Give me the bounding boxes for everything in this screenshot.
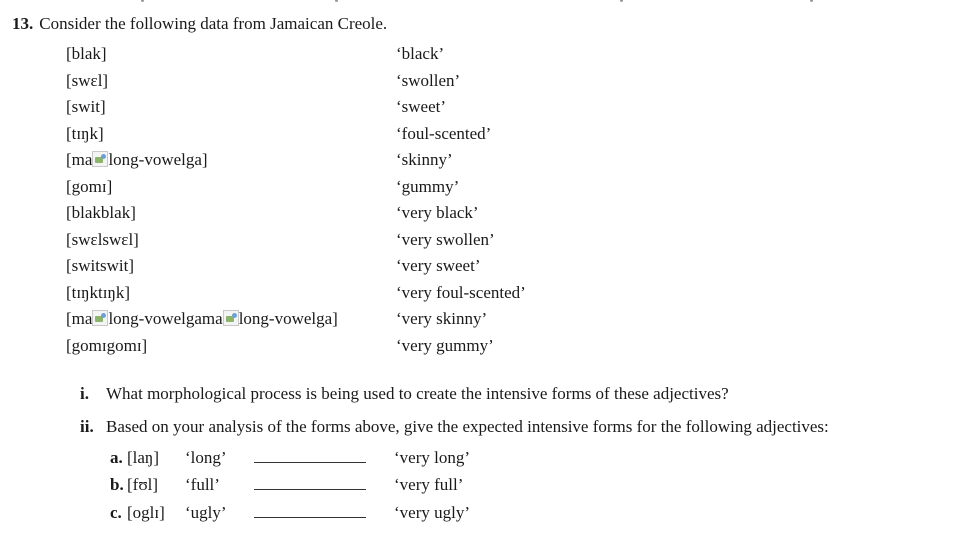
answer-gloss: ‘long’ xyxy=(185,447,227,467)
form-part: ga] xyxy=(185,150,208,170)
broken-image-icon xyxy=(92,151,108,167)
data-form xyxy=(66,306,396,333)
answer-letter: a. xyxy=(110,447,123,467)
sub-question-marker: ii. xyxy=(80,417,94,436)
answer-blank[interactable] xyxy=(254,472,394,500)
answer-gloss: ‘full’ xyxy=(185,475,220,495)
data-gloss: ‘very gummy’ xyxy=(396,335,494,355)
answer-ipa: [oglɪ] xyxy=(127,502,165,522)
form-part: [ma xyxy=(66,150,93,170)
answer-blank-line[interactable] xyxy=(254,448,366,463)
answer-row xyxy=(110,499,470,527)
data-gloss: ‘very swollen’ xyxy=(396,229,495,249)
answer-row xyxy=(110,472,470,500)
data-gloss: ‘foul-scented’ xyxy=(396,123,492,143)
form-part: gama xyxy=(185,309,223,329)
data-form xyxy=(66,147,396,174)
data-row xyxy=(66,121,526,148)
data-gloss: ‘very foul-scented’ xyxy=(396,282,526,302)
data-form: [swit] xyxy=(66,97,106,117)
sub-question-marker: i. xyxy=(80,384,89,403)
data-gloss: ‘very black’ xyxy=(396,203,479,223)
data-form: [blak] xyxy=(66,44,107,64)
answer-blank-line[interactable] xyxy=(254,503,366,518)
data-row xyxy=(66,174,526,201)
answer-letter: c. xyxy=(110,502,122,522)
form-part: ga] xyxy=(316,309,338,329)
data-form: [tɪŋk] xyxy=(66,123,104,143)
question-prompt: Consider the following data from Jamaican Creole. xyxy=(39,14,388,33)
data-gloss: ‘skinny’ xyxy=(396,150,453,170)
answer-intensive-gloss: ‘very full’ xyxy=(394,475,464,495)
answer-table xyxy=(110,444,470,527)
data-row xyxy=(66,147,526,174)
data-row xyxy=(66,333,526,360)
data-form: [switswit] xyxy=(66,256,134,276)
data-row xyxy=(66,41,526,68)
question-number: 13. xyxy=(12,14,34,33)
sub-question-i xyxy=(80,383,729,405)
broken-image-icon xyxy=(223,310,239,326)
data-form: [swɛl] xyxy=(66,70,109,90)
data-row xyxy=(66,227,526,254)
sub-question-text: What morphological process is being used to create the intensive forms of these adjectives? xyxy=(106,384,729,403)
data-gloss: ‘black’ xyxy=(396,44,445,64)
data-table xyxy=(66,41,526,359)
image-alt-text: long-vowel xyxy=(108,309,186,329)
answer-letter: b. xyxy=(110,475,124,495)
answer-blank-line[interactable] xyxy=(254,475,366,490)
answer-ipa: [fʊl] xyxy=(127,475,159,495)
broken-image-icon xyxy=(92,310,108,326)
answer-blank[interactable] xyxy=(254,499,394,527)
data-row xyxy=(66,68,526,95)
question-header xyxy=(12,13,387,35)
data-row xyxy=(66,200,526,227)
answer-row xyxy=(110,444,470,472)
image-alt-text: long-vowel xyxy=(108,150,186,170)
answer-blank[interactable] xyxy=(254,444,394,472)
data-form: [tɪŋktɪŋk] xyxy=(66,282,131,302)
data-row xyxy=(66,280,526,307)
sub-question-text: Based on your analysis of the forms above, give the expected intensive forms for the following adjectives: xyxy=(106,417,829,436)
data-form: [gomɪgomɪ] xyxy=(66,335,148,355)
data-gloss: ‘gummy’ xyxy=(396,176,460,196)
previous-page-edge xyxy=(0,0,967,3)
data-row xyxy=(66,306,526,333)
answer-intensive-gloss: ‘very long’ xyxy=(394,447,471,467)
sub-question-ii xyxy=(80,416,829,438)
data-row xyxy=(66,94,526,121)
data-gloss: ‘sweet’ xyxy=(396,97,447,117)
data-row xyxy=(66,253,526,280)
answer-ipa: [laŋ] xyxy=(127,447,159,467)
data-gloss: ‘swollen’ xyxy=(396,70,461,90)
data-gloss: ‘very sweet’ xyxy=(396,256,481,276)
data-form: [gomɪ] xyxy=(66,176,113,196)
answer-gloss: ‘ugly’ xyxy=(185,502,227,522)
data-gloss: ‘very skinny’ xyxy=(396,309,488,329)
data-form: [blakblak] xyxy=(66,203,136,223)
answer-intensive-gloss: ‘very ugly’ xyxy=(394,502,471,522)
image-alt-text: long-vowel xyxy=(238,309,317,329)
data-form: [swɛlswɛl] xyxy=(66,229,139,249)
form-part: [ma xyxy=(66,309,93,329)
